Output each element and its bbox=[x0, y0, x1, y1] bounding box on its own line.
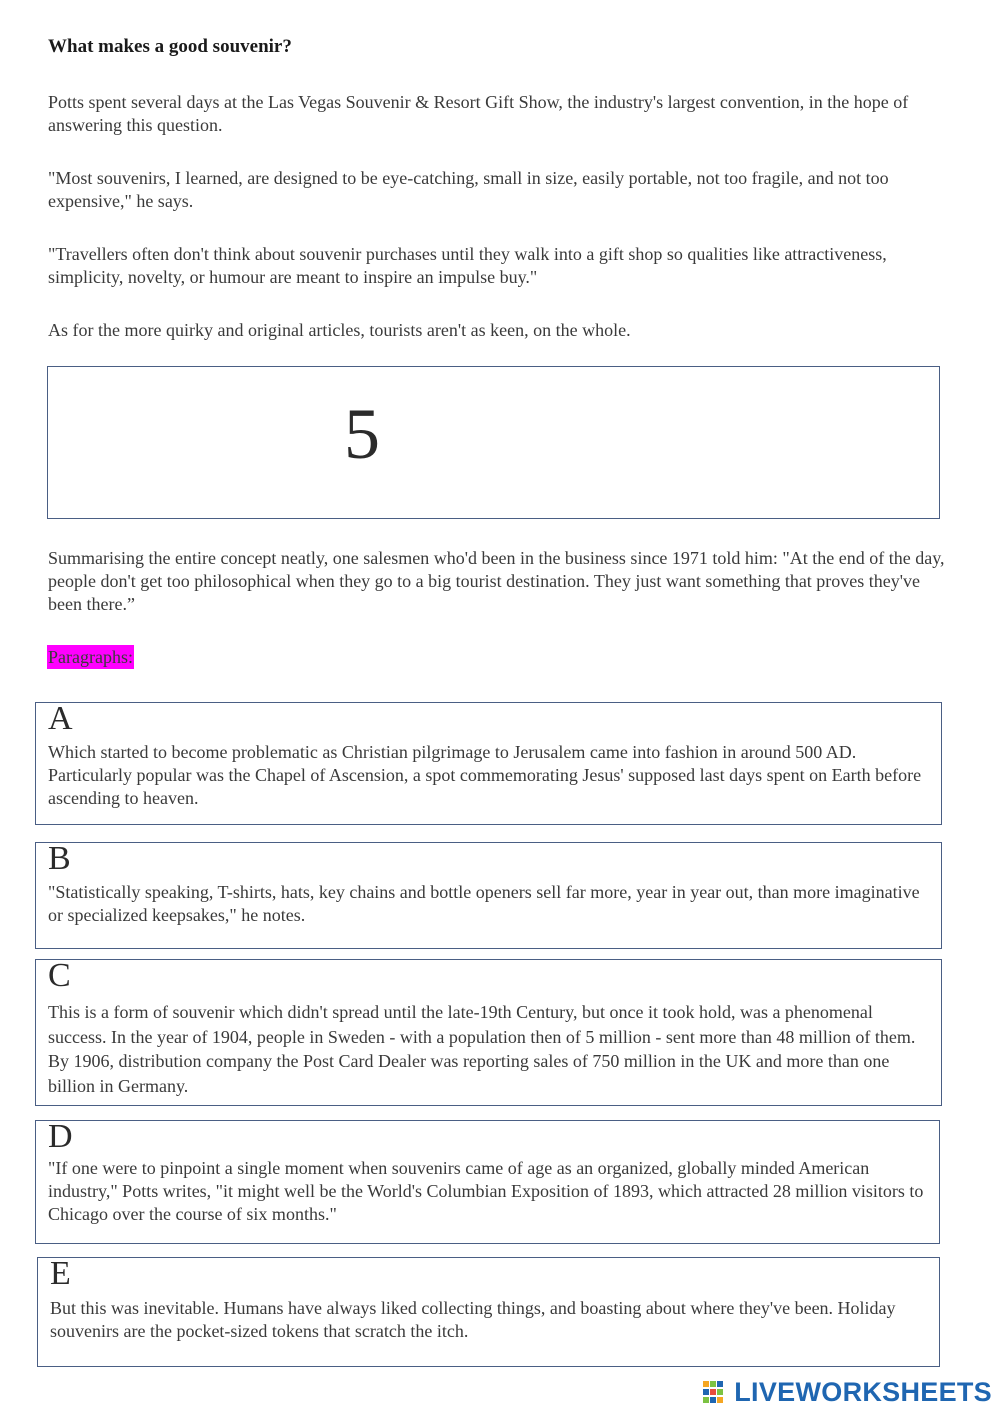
option-box-d[interactable] bbox=[35, 1120, 940, 1244]
liveworksheets-logo[interactable] bbox=[703, 1377, 992, 1407]
liveworksheets-logo-icon bbox=[703, 1380, 731, 1404]
closing-paragraph: Summarising the entire concept neatly, one salesmen who'd been in the business since 1971 told him: "At the end of the day, people don't get too philosophical when they go to a big tourist destination. They just want something that proves they've been there.” bbox=[48, 548, 945, 614]
intro-paragraph-4: As for the more quirky and original articles, tourists aren't as keen, on the whole. bbox=[48, 320, 631, 340]
option-text: "Statistically speaking, T-shirts, hats, key chains and bottle openers sell far more, year in year out, than more imaginative or specialized keepsakes," he notes. bbox=[48, 882, 920, 925]
option-box-c[interactable] bbox=[35, 959, 942, 1106]
gap-drop-box[interactable] bbox=[47, 366, 940, 519]
option-letter: A bbox=[48, 700, 73, 737]
intro-paragraph-3: "Travellers often don't think about souvenir purchases until they walk into a gift shop so qualities like attractiveness, simplicity, novelty, or humour are meant to inspire an impulse buy." bbox=[48, 244, 887, 287]
option-letter: D bbox=[48, 1118, 73, 1155]
option-text: This is a form of souvenir which didn't spread until the late-19th Century, but once it took hold, was a phenomenal success. In the year of 1904, people in Sweden - with a population then of 5 million - sent more than 48 million of them. By 1906, distribution company the Post Card Dealer was reporting sales of 750 million in the UK and more than one billion in Germany. bbox=[48, 1002, 916, 1096]
paragraphs-label: Paragraphs: bbox=[48, 647, 133, 667]
option-text: "If one were to pinpoint a single moment when souvenirs came of age as an organized, globally minded American industry," Potts writes, "it might well be the World's Columbian Exposition of 1893, which attracted 28 million visitors to Chicago over the course of six months." bbox=[48, 1158, 924, 1224]
option-letter: C bbox=[48, 957, 71, 994]
option-letter: E bbox=[50, 1255, 71, 1292]
option-letter: B bbox=[48, 840, 71, 877]
option-box-e[interactable] bbox=[37, 1257, 940, 1367]
option-box-a[interactable] bbox=[35, 702, 942, 825]
option-text: But this was inevitable. Humans have always liked collecting things, and boasting about where they've been. Holiday souvenirs are the pocket-sized tokens that scratch the itch. bbox=[50, 1298, 896, 1341]
option-text: Which started to become problematic as Christian pilgrimage to Jerusalem came into fashion in around 500 AD. Particularly popular was the Chapel of Ascension, a spot commemorating Jesus' supposed last days spent on Earth before ascending to heaven. bbox=[48, 742, 922, 808]
gap-number: 5 bbox=[344, 394, 380, 474]
intro-paragraph-2: "Most souvenirs, I learned, are designed to be eye-catching, small in size, easily portable, not too fragile, and not too expensive," he says. bbox=[48, 168, 889, 211]
page-title: What makes a good souvenir? bbox=[48, 36, 292, 57]
intro-paragraph-1: Potts spent several days at the Las Vegas Souvenir & Resort Gift Show, the industry's largest convention, in the hope of answering this question. bbox=[48, 92, 909, 135]
option-box-b[interactable] bbox=[35, 842, 942, 949]
logo-text: LIVEWORKSHEETS bbox=[734, 1376, 992, 1407]
